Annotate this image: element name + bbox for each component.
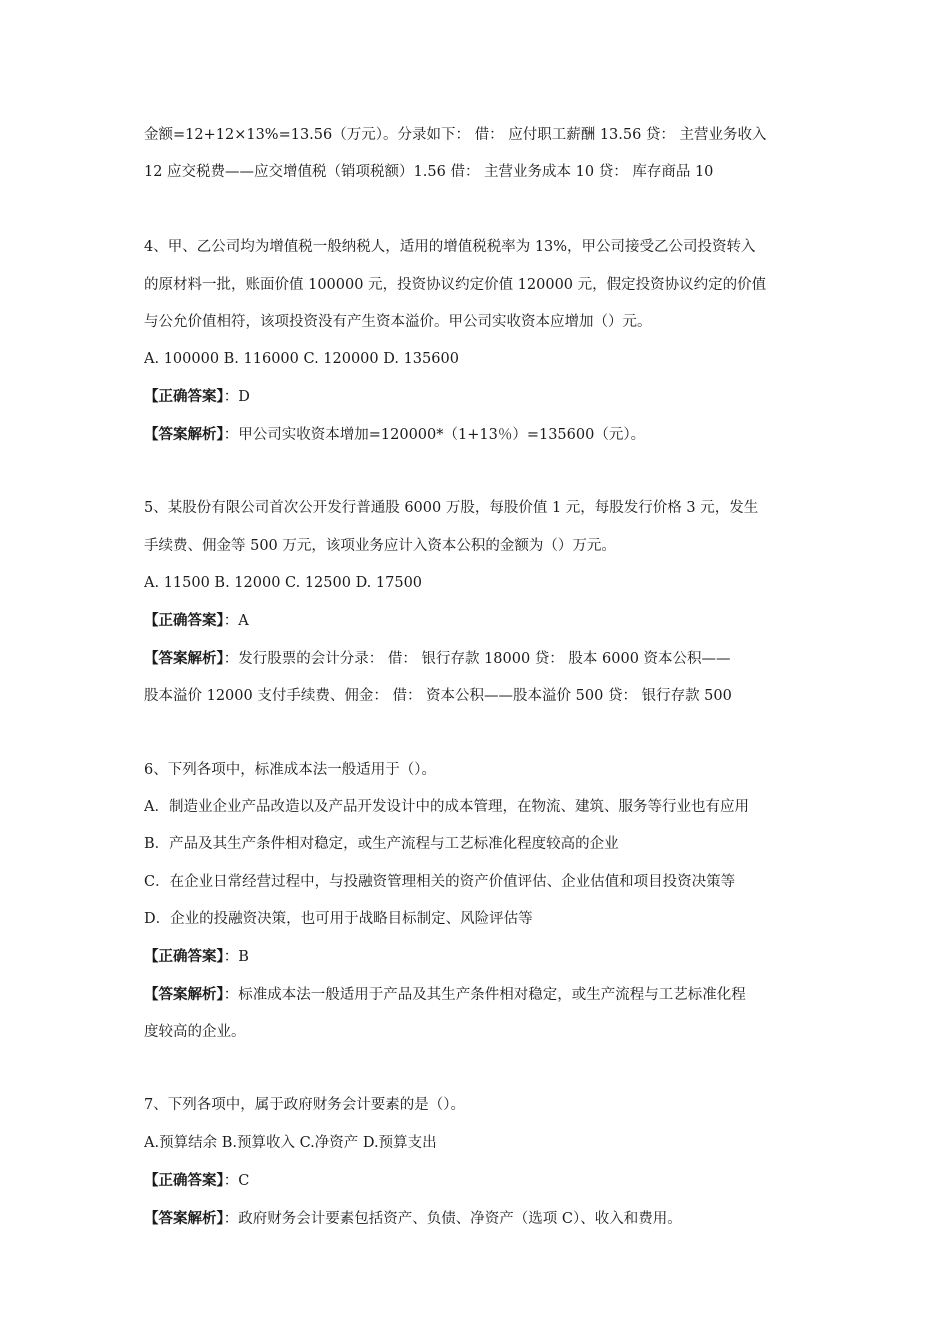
analysis-text: ：标准成本法一般适用于产品及其生产条件相对稳定，或生产流程与工艺标准化程 [223,987,746,1003]
q6-answer [144,947,808,967]
analysis-label: 【答案解析】 [144,986,224,1003]
analysis-label: 【答案解析】 [144,1210,224,1227]
intro-line-2: 12 应交税费——应交增值税（销项税额）1.56 借： 主营业务成本 10 贷： 库存商品 10 [144,164,714,180]
q7-options: A.预算结余 B.预算收入 C.净资产 D.预算支出 [144,1135,437,1151]
q4-answer [144,387,808,407]
q5-answer [144,611,808,631]
analysis-text: ：甲公司实收资本增加=120000*（1+13％）=135600（元）。 [223,427,646,443]
q4-options: A. 100000 B. 116000 C. 120000 D. 135600 [144,351,459,367]
q5-stem-line-2: 手续费、佣金等 500 万元，该项业务应计入资本公积的金额为（）万元。 [144,538,616,554]
analysis-label: 【答案解析】 [144,426,224,443]
analysis-text: ：政府财务会计要素包括资产、负债、净资产（选项 C）、收入和费用。 [223,1211,682,1227]
analysis-text: ：发行股票的会计分录： 借： 银行存款 18000 贷： 股本 6000 资本公积—— [223,651,731,667]
q7-stem: 7、下列各项中，属于政府财务会计要素的是（）。 [144,1097,465,1113]
q4-stem-line-2: 的原材料一批，账面价值 100000 元，投资协议约定价值 120000 元，假定投资协议约定的价值 [144,277,767,293]
q6-option-d: D．企业的投融资决策，也可用于战略目标制定、风险评估等 [144,911,533,927]
q6-option-b: B．产品及其生产条件相对稳定，或生产流程与工艺标准化程度较高的企业 [144,836,619,852]
q7-analysis [144,1209,808,1229]
answer-label: 【正确答案】 [144,612,224,629]
q4-stem-line-1: 4、甲、乙公司均为增值税一般纳税人，适用的增值税税率为 13%，甲公司接受乙公司投资转入 [144,239,756,255]
answer-value: ：B [223,949,249,965]
q5-stem-line-1: 5、某股份有限公司首次公开发行普通股 6000 万股，每股价值 1 元，每股发行价格 3 元，发生 [144,500,759,516]
q6-option-c: C．在企业日常经营过程中，与投融资管理相关的资产价值评估、企业估值和项目投资决策等 [144,874,736,890]
answer-value: ：A [223,613,249,629]
q7-answer [144,1171,808,1191]
answer-value: ：C [223,1173,250,1189]
q6-analysis-line-1 [144,985,808,1005]
q5-analysis-line-1 [144,649,808,669]
answer-value: ：D [223,389,250,405]
answer-label: 【正确答案】 [144,388,224,405]
q5-options: A. 11500 B. 12000 C. 12500 D. 17500 [144,575,423,591]
analysis-label: 【答案解析】 [144,650,224,667]
intro-line-1: 金额=12+12×13%=13.56（万元）。分录如下： 借： 应付职工薪酬 13.56 贷： 主营业务收入 [144,127,767,143]
answer-label: 【正确答案】 [144,948,224,965]
q5-analysis-line-2: 股本溢价 12000 支付手续费、佣金： 借： 资本公积——股本溢价 500 贷： 银行存款 500 [144,688,732,704]
answer-label: 【正确答案】 [144,1172,224,1189]
q6-stem: 6、下列各项中，标准成本法一般适用于（）。 [144,762,436,778]
q4-stem-line-3: 与公允价值相符，该项投资没有产生资本溢价。甲公司实收资本应增加（）元。 [144,314,652,330]
q4-analysis [144,425,808,445]
q6-option-a: A．制造业企业产品改造以及产品开发设计中的成本管理，在物流、建筑、服务等行业也有应用 [144,799,749,815]
q6-analysis-line-2: 度较高的企业。 [144,1024,246,1040]
